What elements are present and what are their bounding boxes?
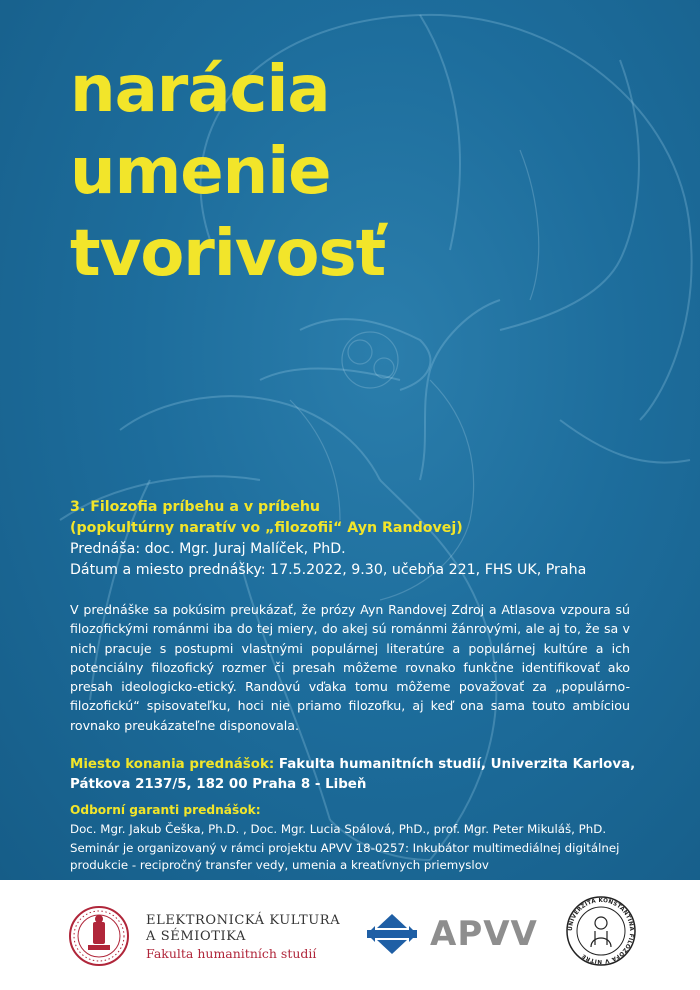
ek-logo-text [146,913,340,962]
apvv-arrows-icon [367,912,417,956]
apvv-logo-text: APVV [430,914,538,954]
ek-line-3: Fakulta humanitních studií [146,946,317,961]
date-place: Dátum a miesto prednášky: 17.5.2022, 9.30, učebňa 221, FHS UK, Praha [70,562,587,578]
venue [70,755,660,795]
lecture-title: 3. Filozofia príbehu a v príbehu [70,499,321,515]
venue-label: Miesto konania prednášok: [70,757,275,772]
lecture-block [70,497,645,581]
ek-line-2: A SÉMIOTIKA [146,929,246,944]
headline-line-3: tvorivosť [70,217,386,291]
ek-line-1: ELEKTRONICKÁ KULTURA [146,913,341,928]
ukf-ring-text: UNIVERZITA KONŠTANTÍNA FILOZOFA V NITRE [567,897,635,965]
project-line-1: Seminár je organizovaný v rámci projektu APVV 18-0257: Inkubátor multimediálnej digitálnej [70,841,620,855]
guarantors-label: Odborní garanti prednášok: [70,803,261,817]
venue-line-1: Fakulta humanitních studií, Univerzita Karlova, [278,757,636,772]
svg-text:UNIVERZITA KONŠTANTÍNA FILOZOF [568,898,634,964]
guarantors-names: Doc. Mgr. Jakub Češka, Ph.D. , Doc. Mgr. Lucia Spálová, PhD., prof. Mgr. Peter Mikuláš, PhD. [70,822,607,836]
ukf-nitra-seal-icon [565,895,637,967]
lecture-subtitle: (popkultúrny naratív vo „filozofii“ Ayn Randovej) [70,520,463,536]
lecturer: Prednáša: doc. Mgr. Juraj Malíček, PhD. [70,541,346,557]
headline-line-1: narácia [70,53,330,127]
project-line-2: produkcie - recipročný transfer vedy, umenia a kreatívnych priemyslov [70,858,489,872]
charles-university-seal-icon [68,905,130,967]
headline-line-2: umenie [70,135,331,209]
venue-line-2: Pátkova 2137/5, 182 00 Praha 8 - Libeň [70,777,367,792]
lecture-abstract: V prednáške sa pokúsim preukázať, že prózy Ayn Randovej Zdroj a Atlasova vzpoura sú filozofickými románmi iba do tej miery, do akej sú románmi žánrovými, ale aj to, že sa v nich pracuje s postupmi vlastnými populárnej literatúre a populárnej kultúre a ich potenciálny filozofický rozmer či presah môžeme rovnako funkčne identifikovať ako presah ideologicko-etický. Randovú vďaka tomu môžeme považovať za „populárno-filozofickú“ spisovateľku, hoci nie priamo filozofku, aj keď ona sama touto ambíciou rovnako preukázateľne disponovala. [70,602,630,733]
